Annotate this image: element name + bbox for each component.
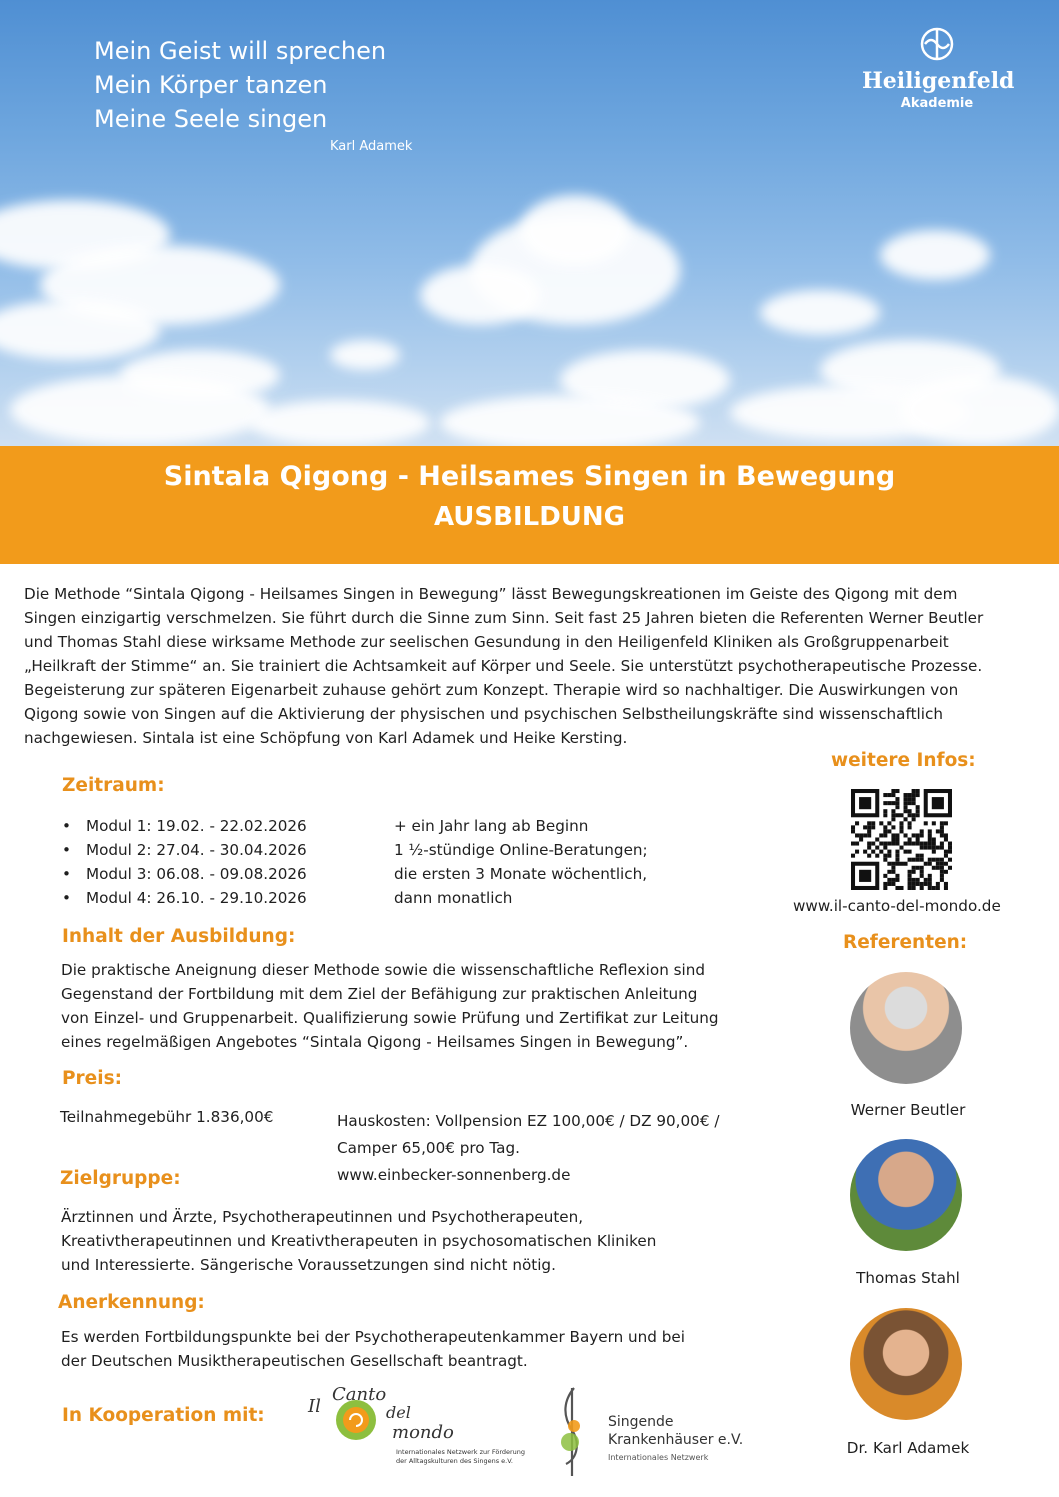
anerkennung-line: Es werden Fortbildungspunkte bei der Psychotherapeutenkammer Bayern und bei <box>61 1328 685 1346</box>
canto-word-mondo: mondo <box>392 1422 454 1443</box>
inhalt-line: eines regelmäßigen Angebotes “Sintala Qigong - Heilsames Singen in Bewegung”. <box>61 1033 689 1051</box>
quote-line: Mein Körper tanzen <box>94 71 328 99</box>
note-line: dann monatlich <box>394 889 513 907</box>
hauskosten-line: Camper 65,00€ pro Tag. <box>337 1139 520 1157</box>
quote-line: Mein Geist will sprechen <box>94 37 387 65</box>
teilnahme-fee <box>60 1105 273 1129</box>
note-line: + ein Jahr lang ab Beginn <box>394 817 589 835</box>
intro-line: Singen einzigartig verschmelzen. Sie führt durch die Sinne zum Sinn. Seit fast 25 Jahren bieten die Referenten Werner Beutler <box>24 609 984 627</box>
page-subtitle: AUSBILDUNG <box>433 502 625 532</box>
intro-line: Qigong sowie von Singen auf die Aktivierung der physischen und psychischen Selbstheilungskräfte sind wissenschaftlich <box>24 705 943 723</box>
quote-line: Meine Seele singen <box>94 105 328 133</box>
canto-word-canto: Canto <box>332 1384 387 1405</box>
inhalt-line: Gegenstand der Fortbildung mit dem Ziel der Befähigung zur praktischen Anleitung <box>61 985 698 1003</box>
online-beratung-note <box>394 814 648 910</box>
zielgruppe-paragraph <box>61 1205 656 1277</box>
anerkennung-heading: Anerkennung: <box>58 1292 205 1313</box>
inhalt-paragraph <box>61 958 719 1054</box>
zeitraum-heading: Zeitraum: <box>62 775 165 796</box>
referent-name: Dr. Karl Adamek <box>846 1439 970 1457</box>
qr-code[interactable] <box>851 789 952 890</box>
zielgruppe-heading: Zielgruppe: <box>60 1168 181 1189</box>
list-item: • Modul 2: 27.04. - 30.04.2026 <box>62 838 307 862</box>
il-canto-del-mondo-logo[interactable] <box>304 1382 534 1472</box>
canto-word-del: del <box>386 1403 411 1422</box>
referenten-heading: Referenten: <box>843 932 968 953</box>
website-link[interactable]: www.il-canto-del-mondo.de <box>793 897 1001 915</box>
intro-line: „Heilkraft der Stimme“ an. Sie trainiert die Achtsamkeit auf Körper und Seele. Sie unterstützt psychotherapeutische Prozesse. <box>24 657 983 675</box>
title-banner <box>0 446 1059 564</box>
hero-sky-image <box>0 0 1059 446</box>
canto-word-il: Il <box>308 1396 321 1417</box>
singende-line: Krankenhäuser e.V. <box>608 1432 744 1448</box>
anerkennung-paragraph <box>61 1325 685 1373</box>
intro-paragraph <box>24 582 1044 750</box>
inhalt-line: Die praktische Aneignung dieser Methode sowie die wissenschaftliche Reflexion sind <box>61 961 706 979</box>
anerkennung-line: der Deutschen Musiktherapeutischen Gesellschaft beantragt. <box>61 1352 528 1370</box>
quote-author: Karl Adamek <box>330 139 413 154</box>
list-item: • Modul 4: 26.10. - 29.10.2026 <box>62 886 307 910</box>
treble-clef-icon <box>565 1388 576 1476</box>
heiligenfeld-logo <box>862 26 1015 111</box>
list-item: • Modul 1: 19.02. - 22.02.2026 <box>62 814 307 838</box>
intro-line: und Thomas Stahl diese wirksame Methode zur seelischen Gesundung in den Heiligenfeld Kliniken als Großgruppenarbeit <box>24 633 949 651</box>
zielgruppe-line: Ärztinnen und Ärzte, Psychotherapeutinnen und Psychotherapeuten, <box>61 1208 584 1226</box>
hauskosten <box>337 1108 719 1189</box>
zielgruppe-line: Kreativtherapeutinnen und Kreativtherapeuten in psychosomatischen Kliniken <box>61 1232 657 1250</box>
list-item: • Modul 3: 06.08. - 09.08.2026 <box>62 862 307 886</box>
zielgruppe-line: und Interessierte. Sängerische Voraussetzungen sind nicht nötig. <box>61 1256 556 1274</box>
preis-heading: Preis: <box>62 1068 122 1089</box>
singende-subtitle: Internationales Netzwerk <box>608 1453 709 1462</box>
intro-line: Begeisterung zur späteren Eigenarbeit zuhause gehört zum Konzept. Therapie wird so nachhaltiger. Die Auswirkungen von <box>24 681 959 699</box>
intro-line: nachgewiesen. Sintala ist eine Schöpfung von Karl Adamek und Heike Kersting. <box>24 729 628 747</box>
referent-name: Thomas Stahl <box>856 1269 960 1287</box>
inhalt-line: von Einzel- und Gruppenarbeit. Qualifizierung sowie Prüfung und Zertifikat zur Leitung <box>61 1009 719 1027</box>
inhalt-heading: Inhalt der Ausbildung: <box>62 926 296 947</box>
intro-line: Die Methode “Sintala Qigong - Heilsames Singen in Bewegung” lässt Bewegungskreationen im Geiste des Qigong mit dem <box>24 585 958 603</box>
module-list <box>62 814 307 910</box>
hero-quote <box>94 34 386 136</box>
heiligenfeld-emblem-icon <box>919 26 955 62</box>
logo-subtitle: Akademie <box>900 96 974 111</box>
page-title: Sintala Qigong - Heilsames Singen in Bewegung <box>163 461 896 492</box>
fee-text: Teilnahmegebühr 1.836,00€ <box>60 1108 274 1126</box>
infos-heading: weitere Infos: <box>831 750 976 771</box>
canto-subtitle: der Alltagskulturen des Singens e.V. <box>396 1457 513 1465</box>
note-line: 1 ½-stündige Online-Beratungen; <box>394 841 648 859</box>
singende-line: Singende <box>608 1414 674 1430</box>
hauskosten-line: Hauskosten: Vollpension EZ 100,00€ / DZ 90,00€ / <box>337 1112 720 1130</box>
canto-subtitle: Internationales Netzwerk zur Förderung <box>396 1448 526 1456</box>
note-line: die ersten 3 Monate wöchentlich, <box>394 865 648 883</box>
kooperation-heading: In Kooperation mit: <box>62 1405 265 1426</box>
logo-name: Heiligenfeld <box>862 68 1015 94</box>
avatar-thomas-stahl <box>850 1139 962 1251</box>
singende-krankenhaeuser-logo[interactable] <box>554 1380 764 1480</box>
avatar-karl-adamek <box>850 1308 962 1420</box>
hotel-link[interactable]: www.einbecker-sonnenberg.de <box>337 1166 571 1184</box>
referent-name: Werner Beutler <box>850 1101 966 1119</box>
avatar-werner-beutler <box>850 972 962 1084</box>
